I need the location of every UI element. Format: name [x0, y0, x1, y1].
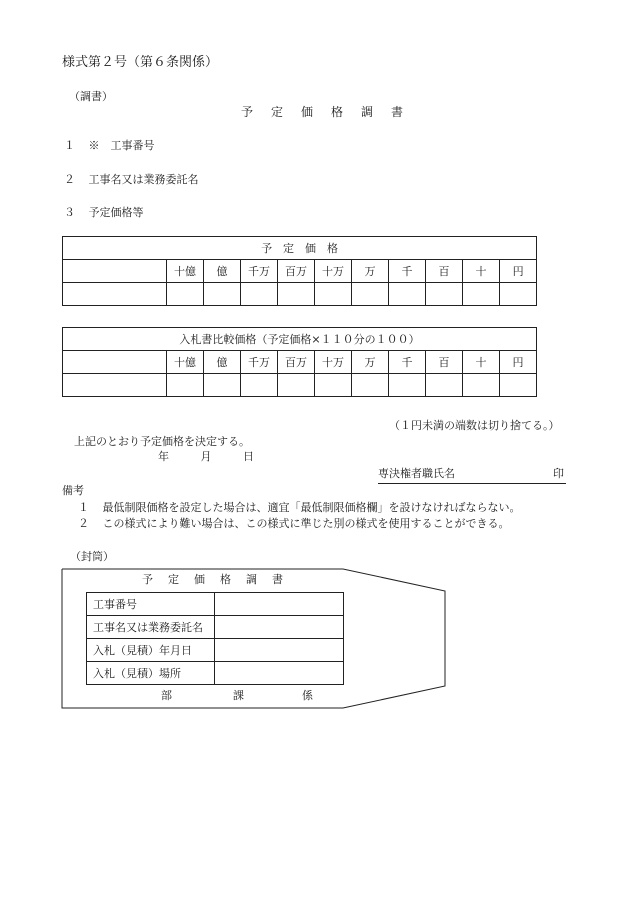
- envelope-label: （封筒）: [70, 550, 114, 563]
- remark-number: １: [78, 501, 89, 514]
- unit-header: 十億: [167, 351, 204, 374]
- chosho-label: （調書）: [69, 90, 113, 103]
- rounding-note: （１円未満の端数は切り捨てる。）: [389, 419, 560, 432]
- unit-header: 億: [204, 351, 241, 374]
- envelope-row-label: 入札（見積）場所: [87, 662, 215, 685]
- envelope-table: [86, 592, 344, 685]
- unit-header: 十万: [315, 351, 352, 374]
- unit-header: 万: [352, 351, 389, 374]
- unit-header: 億: [204, 260, 241, 283]
- envelope-row-label: 工事番号: [87, 593, 215, 616]
- unit-header: 千万: [241, 351, 278, 374]
- envelope-row-value[interactable]: [215, 616, 344, 639]
- envelope-row-label: 入札（見積）年月日: [87, 639, 215, 662]
- table-title: 予 定 価 格: [63, 237, 537, 260]
- seal-mark: 印: [553, 467, 564, 480]
- unit-header: 円: [500, 351, 537, 374]
- signature-label: 専決権者職氏名: [378, 467, 455, 480]
- unit-header: 千: [389, 260, 426, 283]
- unit-header: 百万: [278, 351, 315, 374]
- unit-header: 百: [426, 260, 463, 283]
- unit-header: 円: [500, 260, 537, 283]
- envelope-title: 予 定 価 格 調 書: [142, 573, 285, 586]
- month-label: 月: [200, 450, 212, 463]
- unit-header: 千万: [241, 260, 278, 283]
- item-number: ２: [64, 173, 75, 186]
- document-title: 予 定 価 格 調 書: [241, 105, 407, 119]
- unit-header: 百万: [278, 260, 315, 283]
- unit-header: 千: [389, 351, 426, 374]
- envelope-footer-ka: 課: [233, 689, 244, 702]
- envelope-footer-bu: 部: [161, 689, 172, 702]
- envelope-footer-kakari: 係: [302, 689, 313, 702]
- item-text: ※ 工事番号: [88, 139, 155, 152]
- envelope-row-value[interactable]: [215, 593, 344, 616]
- year-label: 年: [158, 450, 169, 463]
- unit-header: 十万: [315, 260, 352, 283]
- envelope-row-label: 工事名又は業務委託名: [87, 616, 215, 639]
- remarks-heading: 備考: [62, 484, 84, 497]
- table-title: 入札書比較価格（予定価格×１１０分の１００）: [63, 328, 537, 351]
- unit-header: 十: [463, 260, 500, 283]
- item-number: １: [64, 139, 75, 152]
- remark-text: この様式により難い場合は、この様式に準じた別の様式を使用することができる。: [102, 517, 510, 530]
- unit-header: 万: [352, 260, 389, 283]
- day-label: 日: [243, 450, 254, 463]
- unit-header: 十: [463, 351, 500, 374]
- item-text: 工事名又は業務委託名: [88, 173, 199, 186]
- envelope-row-value[interactable]: [215, 662, 344, 685]
- remark-number: ２: [78, 517, 89, 530]
- decision-text: 上記のとおり予定価格を決定する。: [74, 435, 250, 448]
- item-text: 予定価格等: [88, 206, 144, 219]
- form-number-label: 様式第２号（第６条関係）: [62, 55, 219, 70]
- unit-header: 十億: [167, 260, 204, 283]
- item-number: ３: [64, 206, 75, 219]
- envelope-row-value[interactable]: [215, 639, 344, 662]
- unit-header: 百: [426, 351, 463, 374]
- remark-text: 最低制限価格を設定した場合は、適宜「最低制限価格欄」を設けなければならない。: [102, 501, 521, 514]
